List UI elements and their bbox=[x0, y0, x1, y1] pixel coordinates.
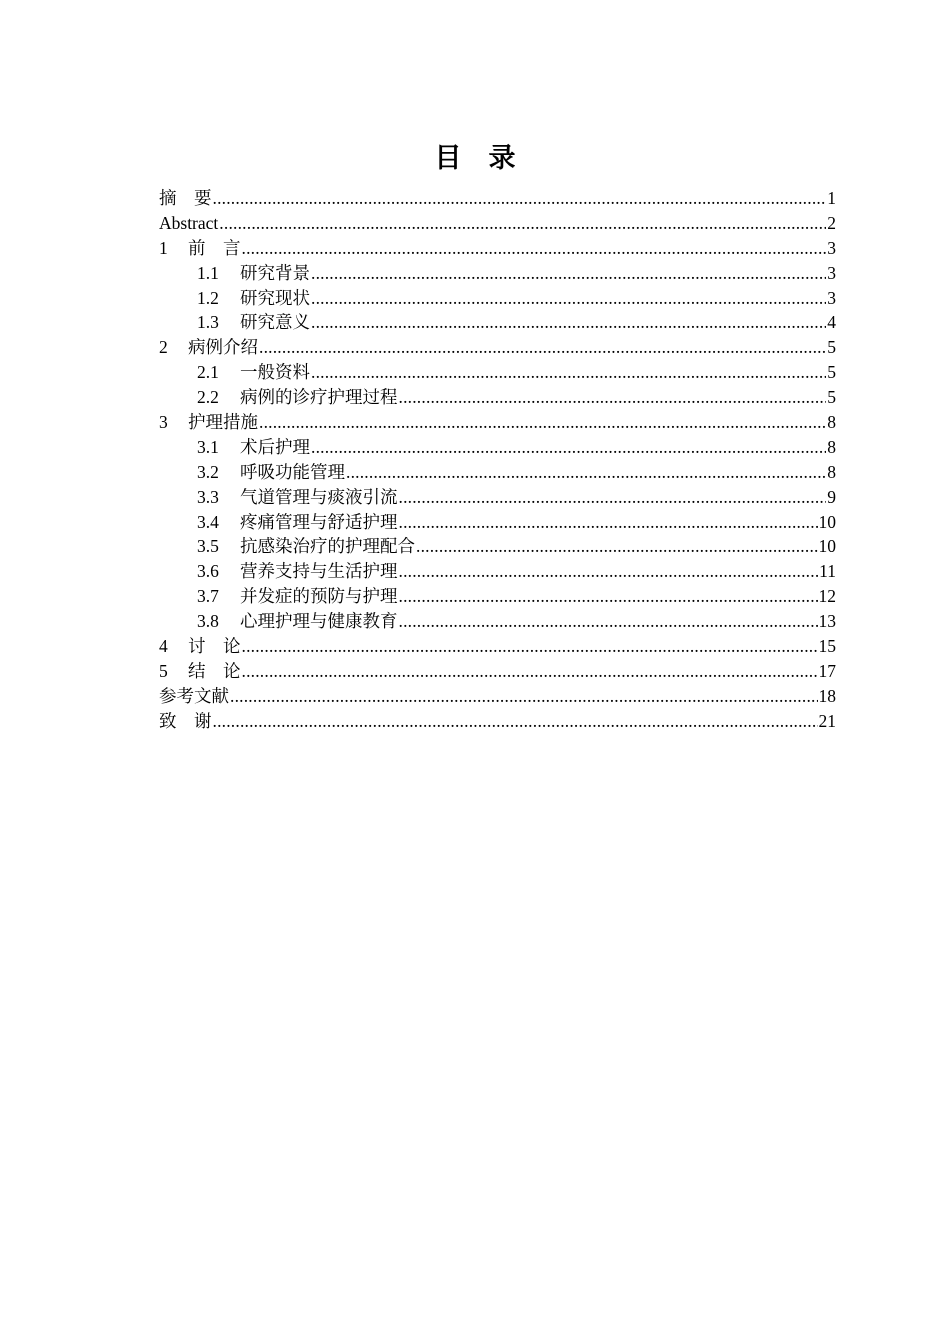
toc-entry-page: 5 bbox=[827, 362, 836, 383]
toc-entry-page: 8 bbox=[827, 436, 836, 457]
toc-entry-page: 11 bbox=[819, 561, 836, 582]
toc-entry-page: 10 bbox=[818, 536, 836, 557]
toc-entry-page: 12 bbox=[818, 586, 836, 607]
toc-entry-page: 17 bbox=[818, 660, 836, 681]
toc-dot-leader bbox=[311, 310, 826, 335]
toc-entry-conclusion[interactable] bbox=[159, 659, 836, 684]
toc-dot-leader bbox=[311, 286, 826, 311]
toc-entry-2-1[interactable] bbox=[159, 360, 836, 385]
toc-entry-3-4[interactable] bbox=[159, 510, 836, 535]
page-title: 目 录 bbox=[434, 143, 516, 174]
toc-entry-page: 4 bbox=[827, 312, 836, 333]
toc-entry-number: 3.1 bbox=[197, 436, 219, 457]
toc-entry-number: 1.1 bbox=[197, 262, 219, 283]
toc-entry-number: 3.3 bbox=[197, 486, 219, 507]
toc-entry-3-1[interactable] bbox=[159, 435, 836, 460]
toc-entry-number: 1.3 bbox=[197, 312, 219, 333]
toc-entry-label: 病例的诊疗护理过程 bbox=[240, 387, 398, 408]
toc-entry-3-2[interactable] bbox=[159, 460, 836, 485]
toc-dot-leader bbox=[213, 186, 827, 211]
toc-entry-2-2[interactable] bbox=[159, 385, 836, 410]
toc-entry-acknowledgements[interactable] bbox=[159, 709, 836, 734]
toc-entry-page: 18 bbox=[818, 685, 836, 706]
toc-entry-page: 2 bbox=[827, 212, 836, 233]
toc-entry-3-7[interactable] bbox=[159, 584, 836, 609]
toc-entry-1-1[interactable] bbox=[159, 261, 836, 286]
toc-entry-label: 并发症的预防与护理 bbox=[240, 586, 398, 607]
toc-entry-page: 8 bbox=[827, 412, 836, 433]
toc-entry-label: Abstract bbox=[159, 212, 219, 233]
toc-dot-leader bbox=[242, 236, 827, 261]
toc-entry-label: 致 谢 bbox=[159, 710, 212, 731]
toc-entry-page: 3 bbox=[827, 287, 836, 308]
toc-entry-label: 一般资料 bbox=[240, 362, 310, 383]
toc-dot-leader bbox=[219, 211, 826, 236]
toc-dot-leader bbox=[311, 261, 826, 286]
toc-entry-number: 3.4 bbox=[197, 511, 219, 532]
toc-entry-1-3[interactable] bbox=[159, 310, 836, 335]
toc-entry-label: 心理护理与健康教育 bbox=[240, 611, 398, 632]
toc-dot-leader bbox=[213, 709, 818, 734]
toc-entry-number: 3.7 bbox=[197, 586, 219, 607]
toc-entry-label: 气道管理与痰液引流 bbox=[240, 486, 398, 507]
toc-entry-abstract-cn[interactable] bbox=[159, 186, 836, 211]
toc-entry-page: 10 bbox=[818, 511, 836, 532]
toc-entry-page: 3 bbox=[827, 262, 836, 283]
toc-entry-page: 1 bbox=[827, 188, 836, 208]
toc-dot-leader bbox=[242, 659, 818, 684]
toc-entry-page: 5 bbox=[827, 337, 836, 358]
toc-entry-references[interactable] bbox=[159, 684, 836, 709]
toc-entry-number: 5 bbox=[159, 660, 168, 681]
toc-entry-number: 2.2 bbox=[197, 387, 219, 408]
toc-entry-introduction[interactable] bbox=[159, 236, 836, 261]
toc-entry-page: 15 bbox=[818, 636, 836, 657]
toc-dot-leader bbox=[416, 534, 818, 559]
toc-entry-page: 3 bbox=[827, 237, 836, 258]
toc-entry-label: 营养支持与生活护理 bbox=[240, 561, 398, 582]
toc-dot-leader bbox=[399, 609, 818, 634]
toc-entry-number: 3.8 bbox=[197, 611, 219, 632]
toc-entry-1-2[interactable] bbox=[159, 286, 836, 311]
toc-dot-leader bbox=[399, 559, 819, 584]
toc-entry-label: 研究背景 bbox=[240, 262, 310, 283]
toc-dot-leader bbox=[259, 335, 826, 360]
toc-entry-label: 疼痛管理与舒适护理 bbox=[240, 511, 398, 532]
toc-dot-leader bbox=[399, 510, 818, 535]
toc-entry-page: 5 bbox=[827, 387, 836, 408]
toc-entry-abstract-en[interactable] bbox=[159, 211, 836, 236]
toc-entry-number: 2.1 bbox=[197, 362, 219, 383]
toc-dot-leader bbox=[311, 435, 826, 460]
toc-entry-number: 1.2 bbox=[197, 287, 219, 308]
toc-entry-page: 13 bbox=[818, 611, 836, 632]
toc-entry-label: 抗感染治疗的护理配合 bbox=[240, 536, 415, 557]
toc-entry-label: 研究现状 bbox=[240, 287, 310, 308]
toc-entry-number: 3.5 bbox=[197, 536, 219, 557]
toc-entry-3-5[interactable] bbox=[159, 534, 836, 559]
toc-dot-leader bbox=[399, 385, 827, 410]
toc-entry-discussion[interactable] bbox=[159, 634, 836, 659]
toc-entry-label: 前 言 bbox=[188, 237, 241, 258]
toc-dot-leader bbox=[242, 634, 818, 659]
toc-dot-leader bbox=[259, 410, 826, 435]
toc-entry-label: 呼吸功能管理 bbox=[240, 461, 345, 482]
toc-dot-leader bbox=[399, 485, 827, 510]
toc-entry-page: 9 bbox=[827, 486, 836, 507]
toc-entry-label: 参考文献 bbox=[159, 685, 229, 706]
toc-entry-number: 4 bbox=[159, 636, 168, 657]
toc-entry-number: 1 bbox=[159, 237, 168, 258]
toc-entry-label: 护理措施 bbox=[188, 412, 258, 433]
toc-dot-leader bbox=[399, 584, 818, 609]
toc-entry-nursing-measures[interactable] bbox=[159, 410, 836, 435]
toc-entry-page: 21 bbox=[818, 710, 836, 731]
toc-dot-leader bbox=[311, 360, 826, 385]
table-of-contents bbox=[159, 186, 836, 734]
toc-entry-case-intro[interactable] bbox=[159, 335, 836, 360]
toc-entry-page: 8 bbox=[827, 461, 836, 482]
toc-entry-number: 3.6 bbox=[197, 561, 219, 582]
toc-entry-number: 3 bbox=[159, 412, 168, 433]
toc-entry-3-8[interactable] bbox=[159, 609, 836, 634]
toc-dot-leader bbox=[346, 460, 826, 485]
toc-entry-label: 研究意义 bbox=[240, 312, 310, 333]
toc-entry-label: 摘 要 bbox=[159, 188, 212, 208]
toc-entry-number: 3.2 bbox=[197, 461, 219, 482]
toc-entry-3-6[interactable] bbox=[159, 559, 836, 584]
toc-entry-label: 结 论 bbox=[188, 660, 241, 681]
toc-entry-label: 病例介绍 bbox=[188, 337, 258, 358]
toc-entry-number: 2 bbox=[159, 337, 168, 358]
toc-entry-label: 讨 论 bbox=[188, 636, 241, 657]
toc-entry-label: 术后护理 bbox=[240, 436, 310, 457]
toc-dot-leader bbox=[230, 684, 818, 709]
toc-entry-3-3[interactable] bbox=[159, 485, 836, 510]
